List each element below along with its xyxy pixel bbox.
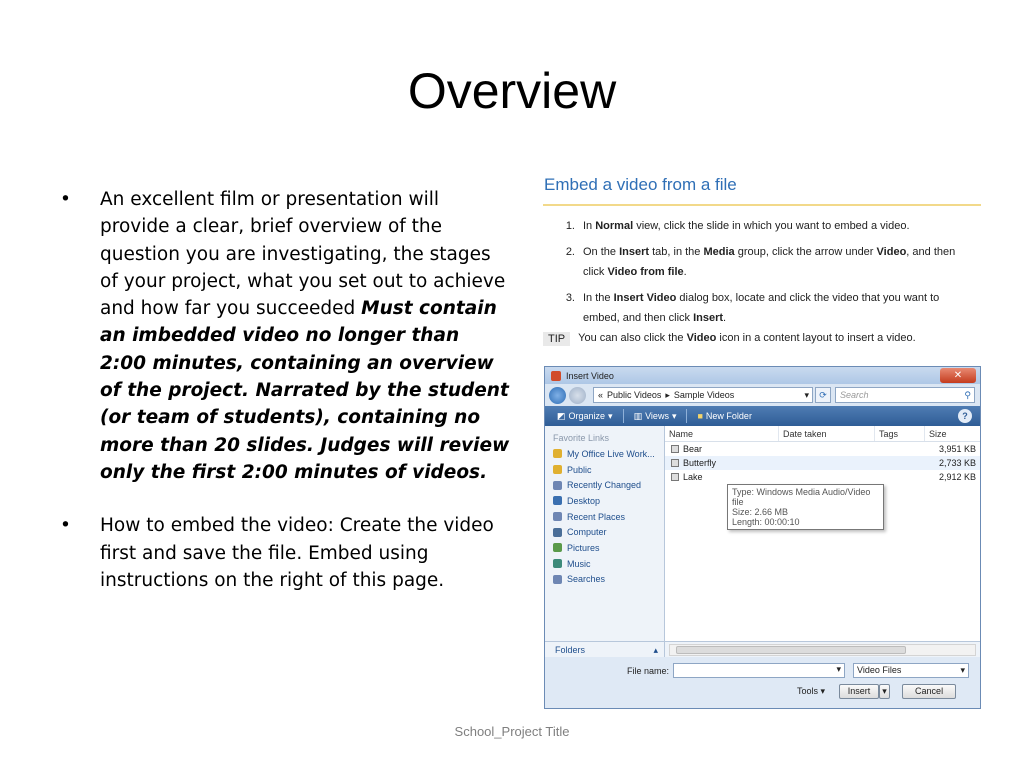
address-row bbox=[545, 384, 980, 406]
tools-label: Tools bbox=[797, 686, 819, 696]
column-headers bbox=[665, 426, 980, 442]
tip-text-part: icon in a content layout to insert a video. bbox=[716, 332, 916, 344]
step-text-part: dialog box, locate and click the video that you want to embed, and then click bbox=[583, 292, 940, 324]
bullet-list bbox=[60, 186, 510, 620]
step-text-part: group, click the arrow under bbox=[734, 246, 877, 258]
search-input[interactable] bbox=[835, 387, 975, 403]
tip-text-bold: Video bbox=[686, 332, 717, 344]
help-tip bbox=[543, 332, 983, 346]
column-header-date[interactable]: Date taken bbox=[779, 426, 875, 441]
horizontal-scrollbar[interactable] bbox=[669, 644, 976, 656]
column-header-name[interactable]: Name bbox=[665, 426, 779, 441]
step-text-part: . bbox=[723, 312, 727, 324]
favorite-link-label: My Office Live Work... bbox=[567, 448, 655, 459]
file-row[interactable] bbox=[665, 442, 980, 456]
chevron-up-icon: ▴ bbox=[653, 645, 658, 655]
favorite-link[interactable] bbox=[545, 572, 664, 588]
dialog-body bbox=[545, 426, 980, 641]
step-number: 3. bbox=[565, 292, 575, 304]
chevron-down-icon: ▾ bbox=[820, 686, 826, 696]
dialog-title: Insert Video bbox=[566, 370, 614, 381]
favorite-link-label: Searches bbox=[567, 574, 606, 585]
forward-arrow-icon[interactable] bbox=[569, 387, 586, 404]
dialog-footer bbox=[545, 657, 980, 709]
folder-icon bbox=[553, 449, 562, 458]
folder-icon bbox=[553, 512, 562, 521]
bullet-item bbox=[60, 186, 510, 486]
tip-text-part: You can also click the bbox=[578, 332, 687, 344]
organize-label: Organize bbox=[568, 411, 606, 421]
favorite-link[interactable] bbox=[545, 477, 664, 493]
breadcrumb-prefix: « bbox=[598, 390, 604, 400]
file-name-cell bbox=[665, 458, 779, 468]
favorite-link[interactable] bbox=[545, 556, 664, 572]
step-text-bold: Video bbox=[876, 246, 907, 258]
file-name-text: Bear bbox=[683, 444, 703, 454]
insert-button[interactable]: Insert bbox=[839, 684, 879, 699]
help-panel bbox=[543, 175, 983, 346]
chevron-down-icon: ▾ bbox=[960, 665, 965, 675]
bullet-text: An excellent film or presentation will provide a clear, brief overview of the question you are investigating, the stages of your project, what you set out to achieve and how far you succeeded bbox=[100, 189, 506, 320]
folders-bar bbox=[545, 641, 980, 657]
folder-icon bbox=[553, 528, 562, 537]
help-step bbox=[543, 216, 983, 236]
step-text bbox=[583, 288, 978, 328]
step-text bbox=[583, 216, 978, 236]
dialog-title-bar bbox=[545, 367, 980, 384]
file-name-input[interactable] bbox=[673, 663, 845, 678]
organize-icon: ◩ bbox=[557, 410, 566, 421]
file-size-cell: 3,951 KB bbox=[938, 444, 976, 454]
file-name-cell bbox=[665, 444, 779, 454]
scrollbar-thumb[interactable] bbox=[676, 646, 906, 654]
file-list bbox=[665, 426, 980, 641]
help-step bbox=[543, 288, 983, 328]
step-text-part: , and then click bbox=[583, 246, 956, 278]
tip-text bbox=[578, 332, 916, 346]
step-text-part: tab, in the bbox=[649, 246, 704, 258]
step-text-bold: Media bbox=[703, 246, 735, 258]
bullet-emphasis: Must contain an imbedded video no longer than 2:00 minutes, containing an overview of the project. Narrated by the student (or team of students), containing no more than 20 slides. Judges will review only the first 2:00 minutes of videos. bbox=[100, 298, 510, 483]
favorite-link-label: Desktop bbox=[567, 495, 601, 506]
video-file-icon bbox=[671, 445, 679, 453]
chevron-down-icon[interactable]: ▾ bbox=[804, 389, 809, 400]
column-header-size[interactable]: Size bbox=[929, 429, 947, 439]
tooltip-line: Size: 2.66 MB bbox=[732, 507, 789, 517]
folder-icon: ■ bbox=[697, 411, 703, 421]
file-row[interactable] bbox=[665, 456, 980, 470]
step-text-bold: Insert Video bbox=[613, 292, 677, 304]
chevron-down-icon: ▾ bbox=[671, 410, 677, 421]
file-row[interactable] bbox=[665, 470, 980, 484]
chevron-down-icon[interactable]: ▾ bbox=[836, 664, 841, 674]
views-icon: ▥ bbox=[633, 410, 643, 421]
favorite-link[interactable] bbox=[545, 446, 664, 462]
chevron-right-icon: ▸ bbox=[665, 389, 670, 400]
tools-button[interactable] bbox=[797, 686, 825, 697]
help-divider bbox=[543, 204, 981, 206]
tooltip-line: Type: Windows Media Audio/Video file bbox=[732, 487, 871, 507]
file-name-row bbox=[553, 663, 972, 678]
file-name-label: File name: bbox=[626, 665, 669, 676]
video-file-icon bbox=[671, 473, 679, 481]
insert-options-button[interactable]: ▾ bbox=[879, 684, 890, 699]
favorite-link[interactable] bbox=[545, 524, 664, 540]
refresh-icon[interactable]: ⟳ bbox=[815, 387, 831, 403]
folders-label: Folders bbox=[555, 645, 586, 655]
favorite-links-pane bbox=[545, 426, 665, 641]
file-name-cell bbox=[665, 472, 779, 482]
views-button[interactable] bbox=[630, 411, 681, 422]
favorite-link[interactable] bbox=[545, 509, 664, 525]
help-steps bbox=[543, 216, 983, 328]
toolbar-separator bbox=[623, 409, 624, 423]
favorite-link-label: Public bbox=[567, 464, 592, 475]
column-header-tags[interactable]: Tags bbox=[875, 426, 925, 441]
file-name-text: Butterfly bbox=[683, 458, 717, 468]
favorite-link-label: Recent Places bbox=[567, 511, 626, 522]
file-size-cell: 2,733 KB bbox=[938, 458, 976, 468]
step-text-bold: Insert bbox=[619, 246, 650, 258]
breadcrumb-item[interactable]: Sample Videos bbox=[673, 390, 735, 400]
step-text-part: . bbox=[683, 266, 687, 278]
app-icon bbox=[551, 371, 561, 381]
help-step bbox=[543, 242, 983, 282]
favorite-link-label: Computer bbox=[567, 527, 607, 538]
folder-icon bbox=[553, 496, 562, 505]
search-placeholder: Search bbox=[840, 390, 869, 400]
slide-footer: School_Project Title bbox=[454, 724, 570, 739]
folder-icon bbox=[553, 543, 562, 552]
step-text-bold: Normal bbox=[595, 220, 634, 232]
step-text bbox=[583, 242, 978, 282]
bullet-marker: • bbox=[60, 515, 71, 537]
insert-video-dialog bbox=[544, 366, 981, 709]
bullet-text: How to embed the video: Create the video first and save the file. Embed using instructions on the right of this page. bbox=[100, 515, 494, 591]
breadcrumb-item[interactable]: Public Videos bbox=[607, 390, 662, 400]
search-icon[interactable]: ⚲ bbox=[964, 390, 971, 400]
folders-toggle[interactable] bbox=[545, 642, 665, 657]
toolbar-separator bbox=[686, 409, 687, 423]
action-row bbox=[553, 684, 972, 699]
step-text-bold: Video from file bbox=[607, 266, 684, 278]
folder-icon bbox=[553, 481, 562, 490]
step-number: 2. bbox=[565, 246, 575, 258]
file-size-cell: 2,912 KB bbox=[938, 472, 976, 482]
chevron-down-icon: ▾ bbox=[608, 410, 613, 421]
new-folder-button[interactable] bbox=[693, 411, 755, 421]
favorite-link[interactable] bbox=[545, 462, 664, 478]
file-name-text: Lake bbox=[683, 472, 703, 482]
favorite-link[interactable] bbox=[545, 540, 664, 556]
bullet-marker: • bbox=[60, 189, 71, 210]
step-text-part: On the bbox=[583, 246, 620, 258]
favorite-links-heading: Favorite Links bbox=[553, 433, 610, 443]
tooltip-line: Length: 00:00:10 bbox=[732, 517, 800, 527]
cancel-button[interactable]: Cancel bbox=[902, 684, 956, 699]
dialog-toolbar bbox=[545, 406, 980, 426]
folder-icon bbox=[553, 559, 562, 568]
views-label: Views bbox=[645, 411, 669, 421]
step-text-part: In the bbox=[583, 292, 614, 304]
bullet-item bbox=[60, 512, 510, 594]
favorite-link-label: Pictures bbox=[567, 542, 600, 553]
file-type-value: Video Files bbox=[857, 665, 902, 675]
help-icon[interactable]: ? bbox=[958, 409, 972, 423]
folder-icon bbox=[553, 575, 562, 584]
back-arrow-icon[interactable] bbox=[549, 387, 566, 404]
favorite-link-label: Music bbox=[567, 558, 591, 569]
organize-button[interactable] bbox=[553, 411, 617, 422]
favorite-link-label: Recently Changed bbox=[567, 480, 642, 491]
close-button[interactable]: ✕ bbox=[940, 368, 976, 383]
help-title: Embed a video from a file bbox=[544, 175, 737, 194]
step-text-bold: Insert bbox=[693, 312, 724, 324]
new-folder-label: New Folder bbox=[705, 411, 752, 421]
file-tooltip bbox=[727, 484, 884, 530]
step-text-part: view, click the slide in which you want to embed a video. bbox=[633, 220, 910, 232]
slide-title: Overview bbox=[407, 63, 617, 119]
folder-icon bbox=[553, 465, 562, 474]
address-bar[interactable] bbox=[593, 387, 813, 403]
file-type-select[interactable] bbox=[853, 663, 969, 678]
step-number: 1. bbox=[565, 220, 575, 232]
video-file-icon bbox=[671, 459, 679, 467]
tip-tag: TIP bbox=[543, 332, 570, 346]
step-text-part: In bbox=[583, 220, 596, 232]
favorite-link[interactable] bbox=[545, 493, 664, 509]
